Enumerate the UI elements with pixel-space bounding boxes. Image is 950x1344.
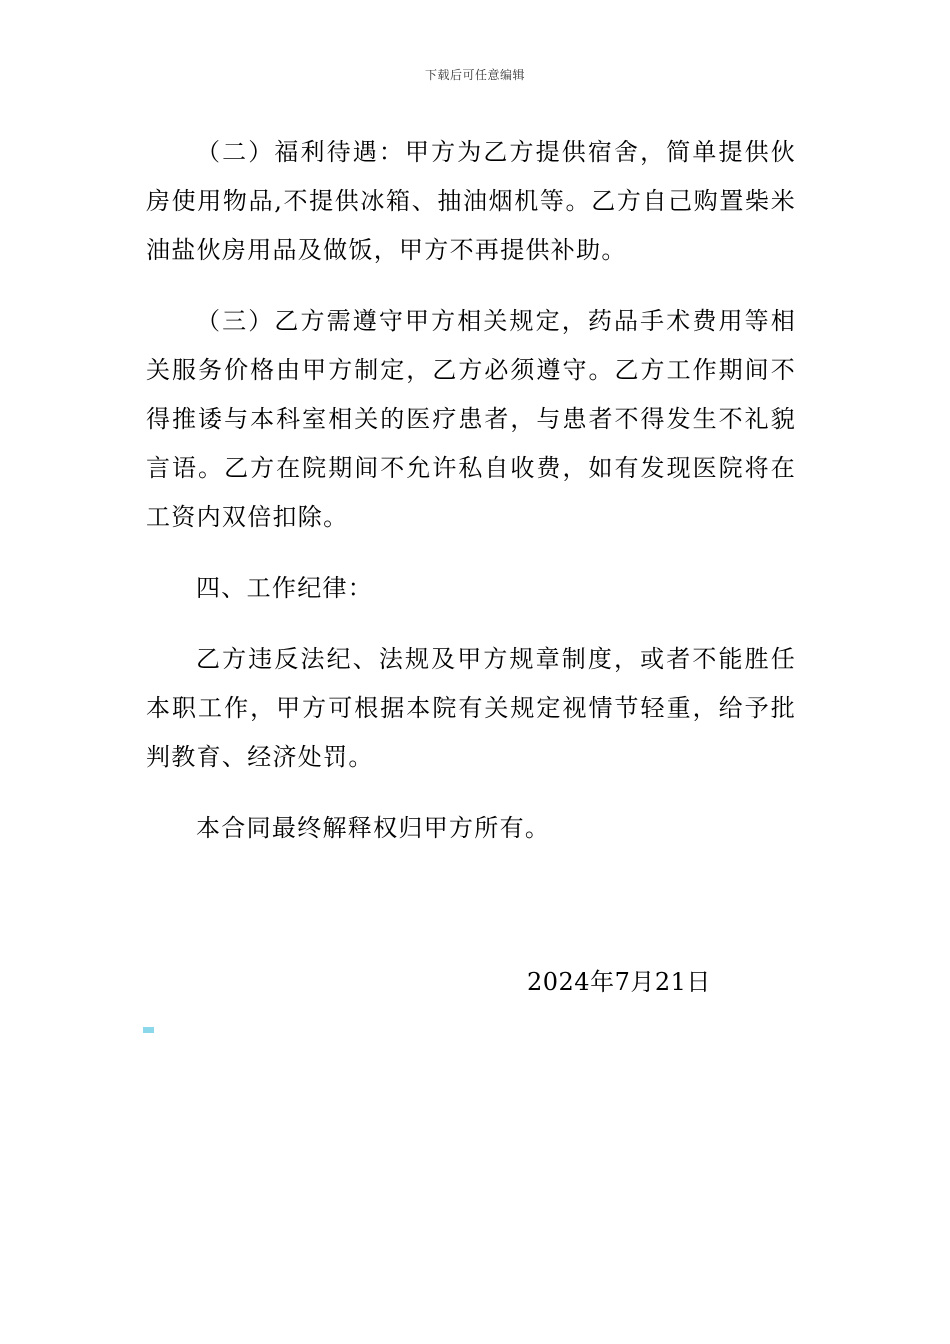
signature-date: 2024年7月21日 bbox=[527, 968, 711, 996]
document-body bbox=[146, 128, 796, 875]
paragraph-benefits: （二）福利待遇：甲方为乙方提供宿舍，简单提供伙房使用物品,不提供冰箱、抽油烟机等。乙方自己购置柴米油盐伙房用品及做饭，甲方不再提供补助。 bbox=[146, 138, 796, 264]
page-header-note: 下载后可任意编辑 bbox=[424, 68, 525, 82]
paragraph-interpretation: 本合同最终解释权归甲方所有。 bbox=[196, 814, 551, 842]
paragraph-discipline: 乙方违反法纪、法规及甲方规章制度，或者不能胜任本职工作，甲方可根据本院有关规定视情节轻重，给予批判教育、经济处罚。 bbox=[146, 645, 796, 771]
paragraph-regulations: （三）乙方需遵守甲方相关规定，药品手术费用等相关服务价格由甲方制定，乙方必须遵守。乙方工作期间不得推诿与本科室相关的医疗患者，与患者不得发生不礼貌言语。乙方在院期间不允许私自收费，如有发现医院将在工资内双倍扣除。 bbox=[146, 307, 796, 531]
section-heading-work-discipline: 四、工作纪律： bbox=[196, 574, 374, 602]
corner-mark bbox=[143, 1027, 154, 1033]
